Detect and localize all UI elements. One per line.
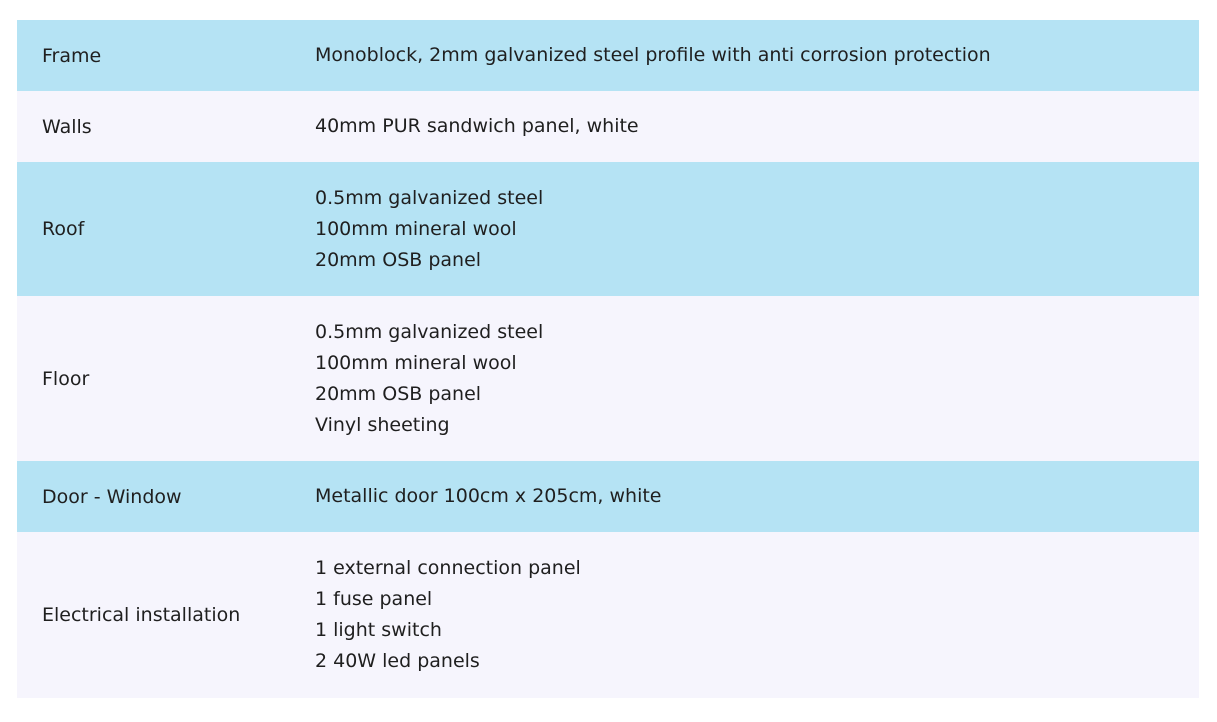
row-value	[315, 553, 1199, 677]
row-label: Electrical installation	[42, 604, 241, 626]
value-line: 100mm mineral wool	[315, 217, 517, 240]
row-label: Walls	[42, 115, 92, 138]
value-line: Vinyl sheeting	[315, 413, 450, 436]
value-line: 1 external connection panel	[315, 557, 581, 579]
row-label: Floor	[42, 367, 90, 390]
value-line: 0.5mm galvanized steel	[315, 320, 544, 343]
value-line: Monoblock, 2mm galvanized steel profile with anti corrosion protection	[315, 44, 991, 66]
value-line: 100mm mineral wool	[315, 351, 517, 374]
table-row-walls	[17, 91, 1199, 162]
specifications-table	[17, 20, 1199, 698]
value-line: 1 fuse panel	[315, 588, 433, 610]
table-row-frame	[17, 20, 1199, 91]
value-line: 40mm PUR sandwich panel, white	[315, 115, 639, 137]
row-value	[315, 183, 1199, 276]
value-line: 0.5mm galvanized steel	[315, 186, 544, 209]
row-label: Frame	[42, 44, 102, 67]
value-line: 20mm OSB panel	[315, 382, 482, 405]
row-value	[315, 317, 1199, 441]
row-value	[315, 481, 1199, 512]
row-label: Door - Window	[42, 485, 182, 508]
row-value	[315, 111, 1199, 142]
value-line: 1 light switch	[315, 619, 442, 641]
value-line: Metallic door 100cm x 205cm, white	[315, 485, 662, 507]
value-line: 2 40W led panels	[315, 650, 480, 672]
row-value	[315, 40, 1199, 71]
table-row-floor	[17, 296, 1199, 461]
table-row-electrical-installation	[17, 532, 1199, 698]
table-row-roof	[17, 162, 1199, 296]
table-row-door-window	[17, 461, 1199, 532]
value-line: 20mm OSB panel	[315, 248, 482, 271]
row-label: Roof	[42, 218, 85, 240]
